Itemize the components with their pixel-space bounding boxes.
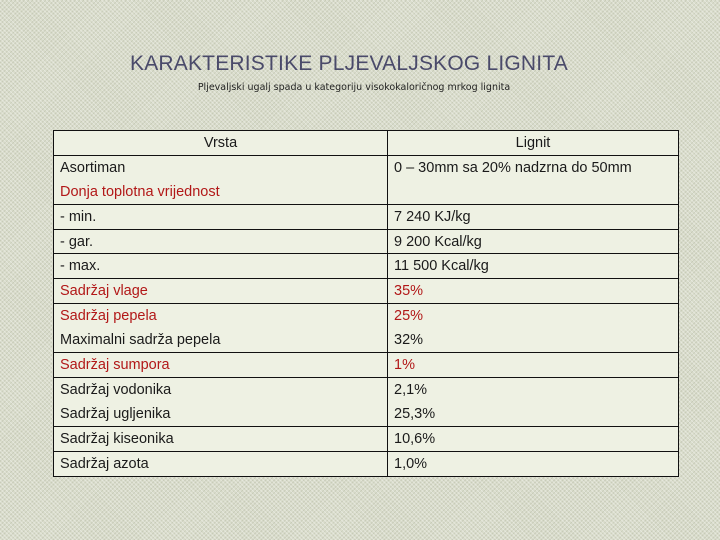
- page-subtitle: Pljevaljski ugalj spada u kategoriju visokokaloričnog mrkog lignita: [197, 82, 511, 93]
- row-value: 7 240 KJ/kg: [388, 205, 679, 230]
- page-title: KARAKTERISTIKE PLJEVALJSKOG LIGNITA: [129, 52, 568, 75]
- row-value: 25%: [388, 303, 679, 328]
- row-label: - max.: [54, 254, 388, 279]
- table-row: [54, 353, 679, 378]
- row-label: Sadržaj azota: [54, 451, 388, 476]
- row-label: - min.: [54, 205, 388, 230]
- table-row: [54, 303, 679, 328]
- row-value: 32%: [388, 328, 679, 353]
- row-value: 35%: [388, 279, 679, 304]
- row-label: Sadržaj ugljenika: [54, 402, 388, 427]
- table-row: [54, 254, 679, 279]
- header-lignit: Lignit: [388, 131, 679, 156]
- row-label: Sadržaj kiseonika: [54, 427, 388, 452]
- header-vrsta: Vrsta: [54, 131, 388, 156]
- characteristics-table: [53, 130, 679, 477]
- row-value: 10,6%: [388, 427, 679, 452]
- row-value: 11 500 Kcal/kg: [388, 254, 679, 279]
- row-value: 25,3%: [388, 402, 679, 427]
- table-row: [54, 328, 679, 353]
- row-label: - gar.: [54, 229, 388, 254]
- table-row: [54, 205, 679, 230]
- row-label: Sadržaj pepela: [54, 303, 388, 328]
- row-label: Asortiman: [54, 155, 388, 180]
- table-row: [54, 451, 679, 476]
- table-row: [54, 427, 679, 452]
- row-value: 1,0%: [388, 451, 679, 476]
- row-value: 9 200 Kcal/kg: [388, 229, 679, 254]
- row-value: [388, 180, 679, 205]
- row-label: Sadržaj vodonika: [54, 377, 388, 402]
- row-value: 0 – 30mm sa 20% nadzrna do 50mm: [388, 155, 679, 180]
- table-row: [54, 402, 679, 427]
- row-value: 1%: [388, 353, 679, 378]
- row-label: Sadržaj sumpora: [54, 353, 388, 378]
- table-row: [54, 180, 679, 205]
- table-header-row: [54, 131, 679, 156]
- table-row: [54, 229, 679, 254]
- table-row: [54, 155, 679, 180]
- table-row: [54, 377, 679, 402]
- row-label: Donja toplotna vrijednost: [54, 180, 388, 205]
- table-row: [54, 279, 679, 304]
- row-label: Sadržaj vlage: [54, 279, 388, 304]
- row-label: Maximalni sadrža pepela: [54, 328, 388, 353]
- row-value: 2,1%: [388, 377, 679, 402]
